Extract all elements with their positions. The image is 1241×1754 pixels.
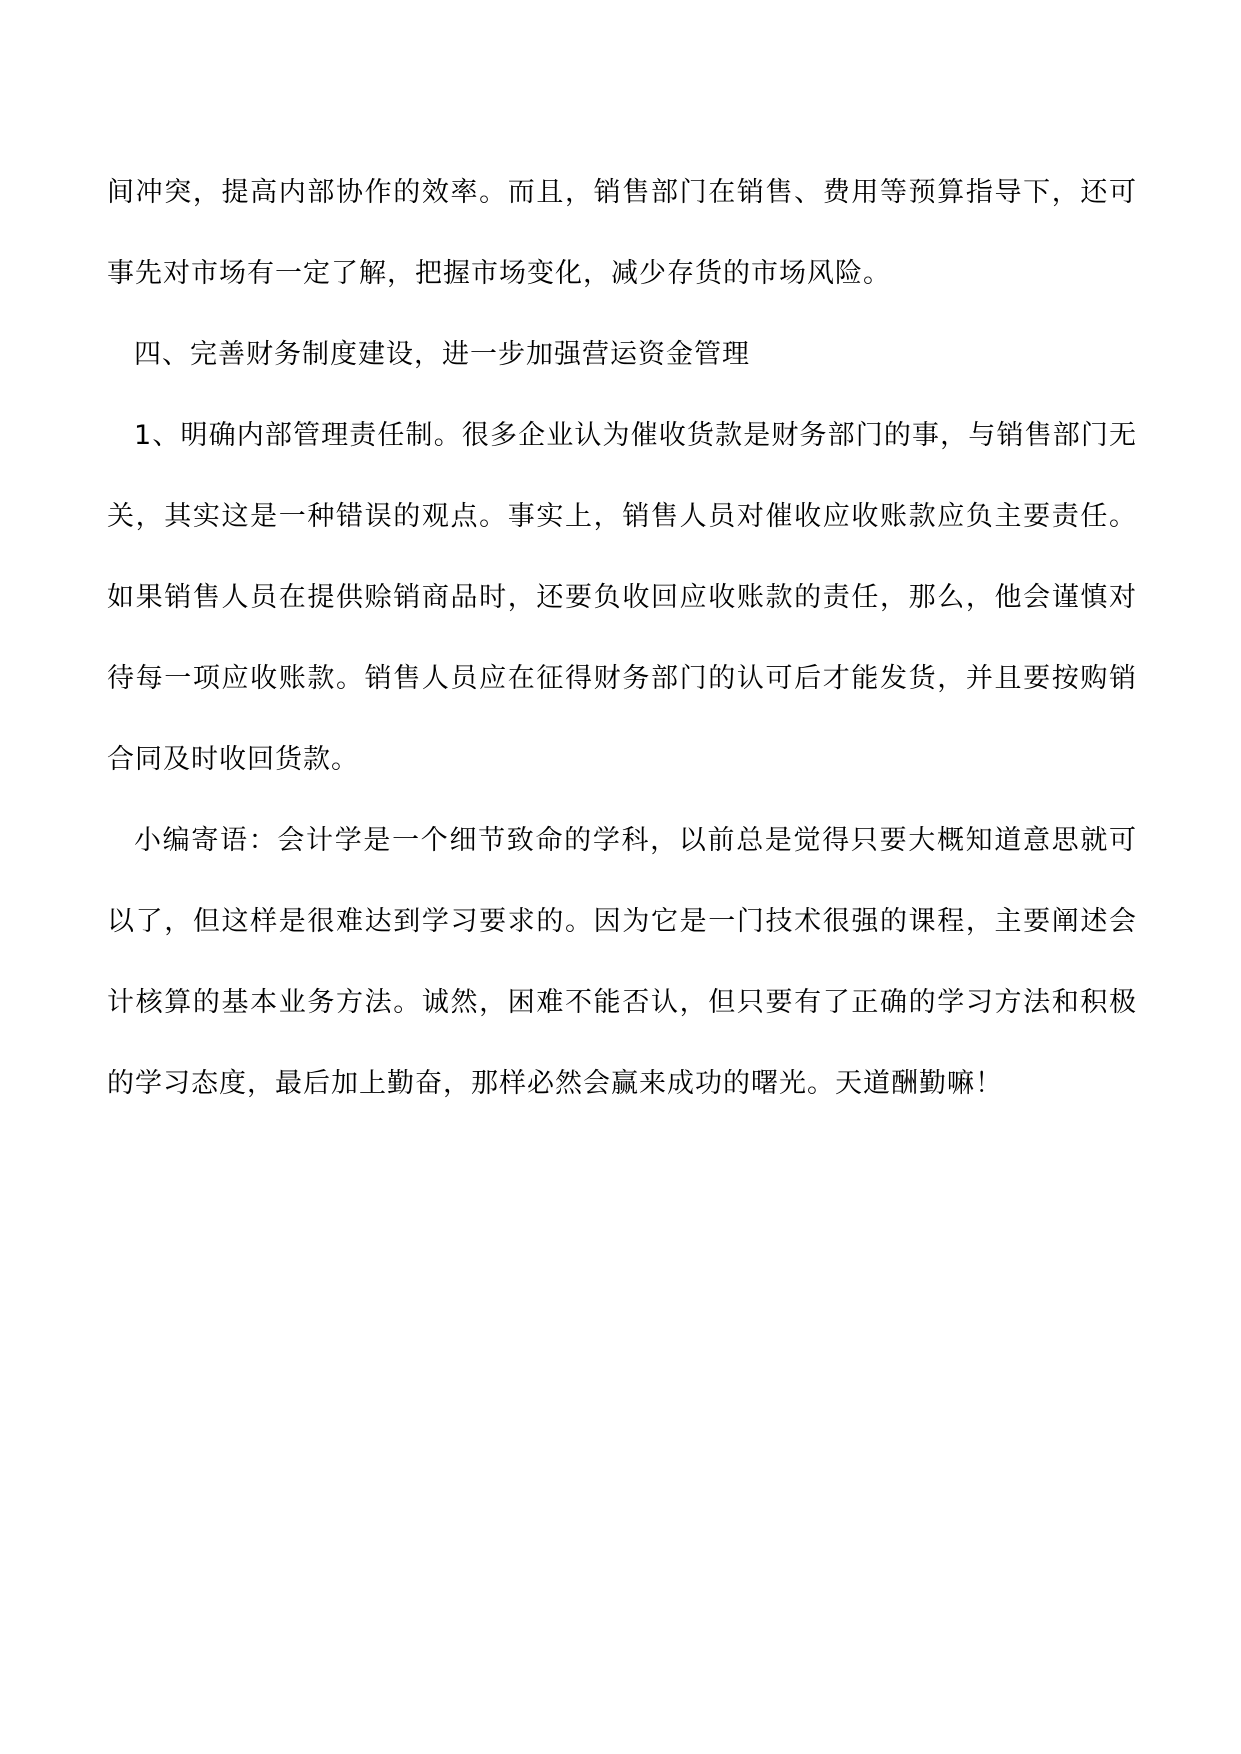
section-heading: 四、完善财务制度建设，进一步加强营运资金管理 [134, 339, 750, 370]
paragraph-responsibility: 1、明确内部管理责任制。很多企业认为催收货款是财务部门的事，与销售部门无关，其实这是一种错误的观点。事实上，销售人员对催收应收账款应负主要责任。如果销售人员在提供赊销商品时，还要负收回应收账款的责任，那么，他会谨慎对待每一项应收账款。销售人员应在征得财务部门的认可后才能发货，并且要按购销合同及时收回货款。 [107, 420, 1137, 775]
paragraph-editor-note: 小编寄语：会计学是一个细节致命的学科，以前总是觉得只要大概知道意思就可以了，但这样是很难达到学习要求的。因为它是一门技术很强的课程，主要阐述会计核算的基本业务方法。诚然，困难不能否认，但只要有了正确的学习方法和积极的学习态度，最后加上勤奋，那样必然会赢来成功的曙光。天道酬勤嘛！ [107, 825, 1137, 1099]
document-body [107, 152, 1137, 1124]
paragraph-continuation: 间冲突，提高内部协作的效率。而且，销售部门在销售、费用等预算指导下，还可事先对市场有一定了解，把握市场变化，减少存货的市场风险。 [107, 177, 1137, 289]
